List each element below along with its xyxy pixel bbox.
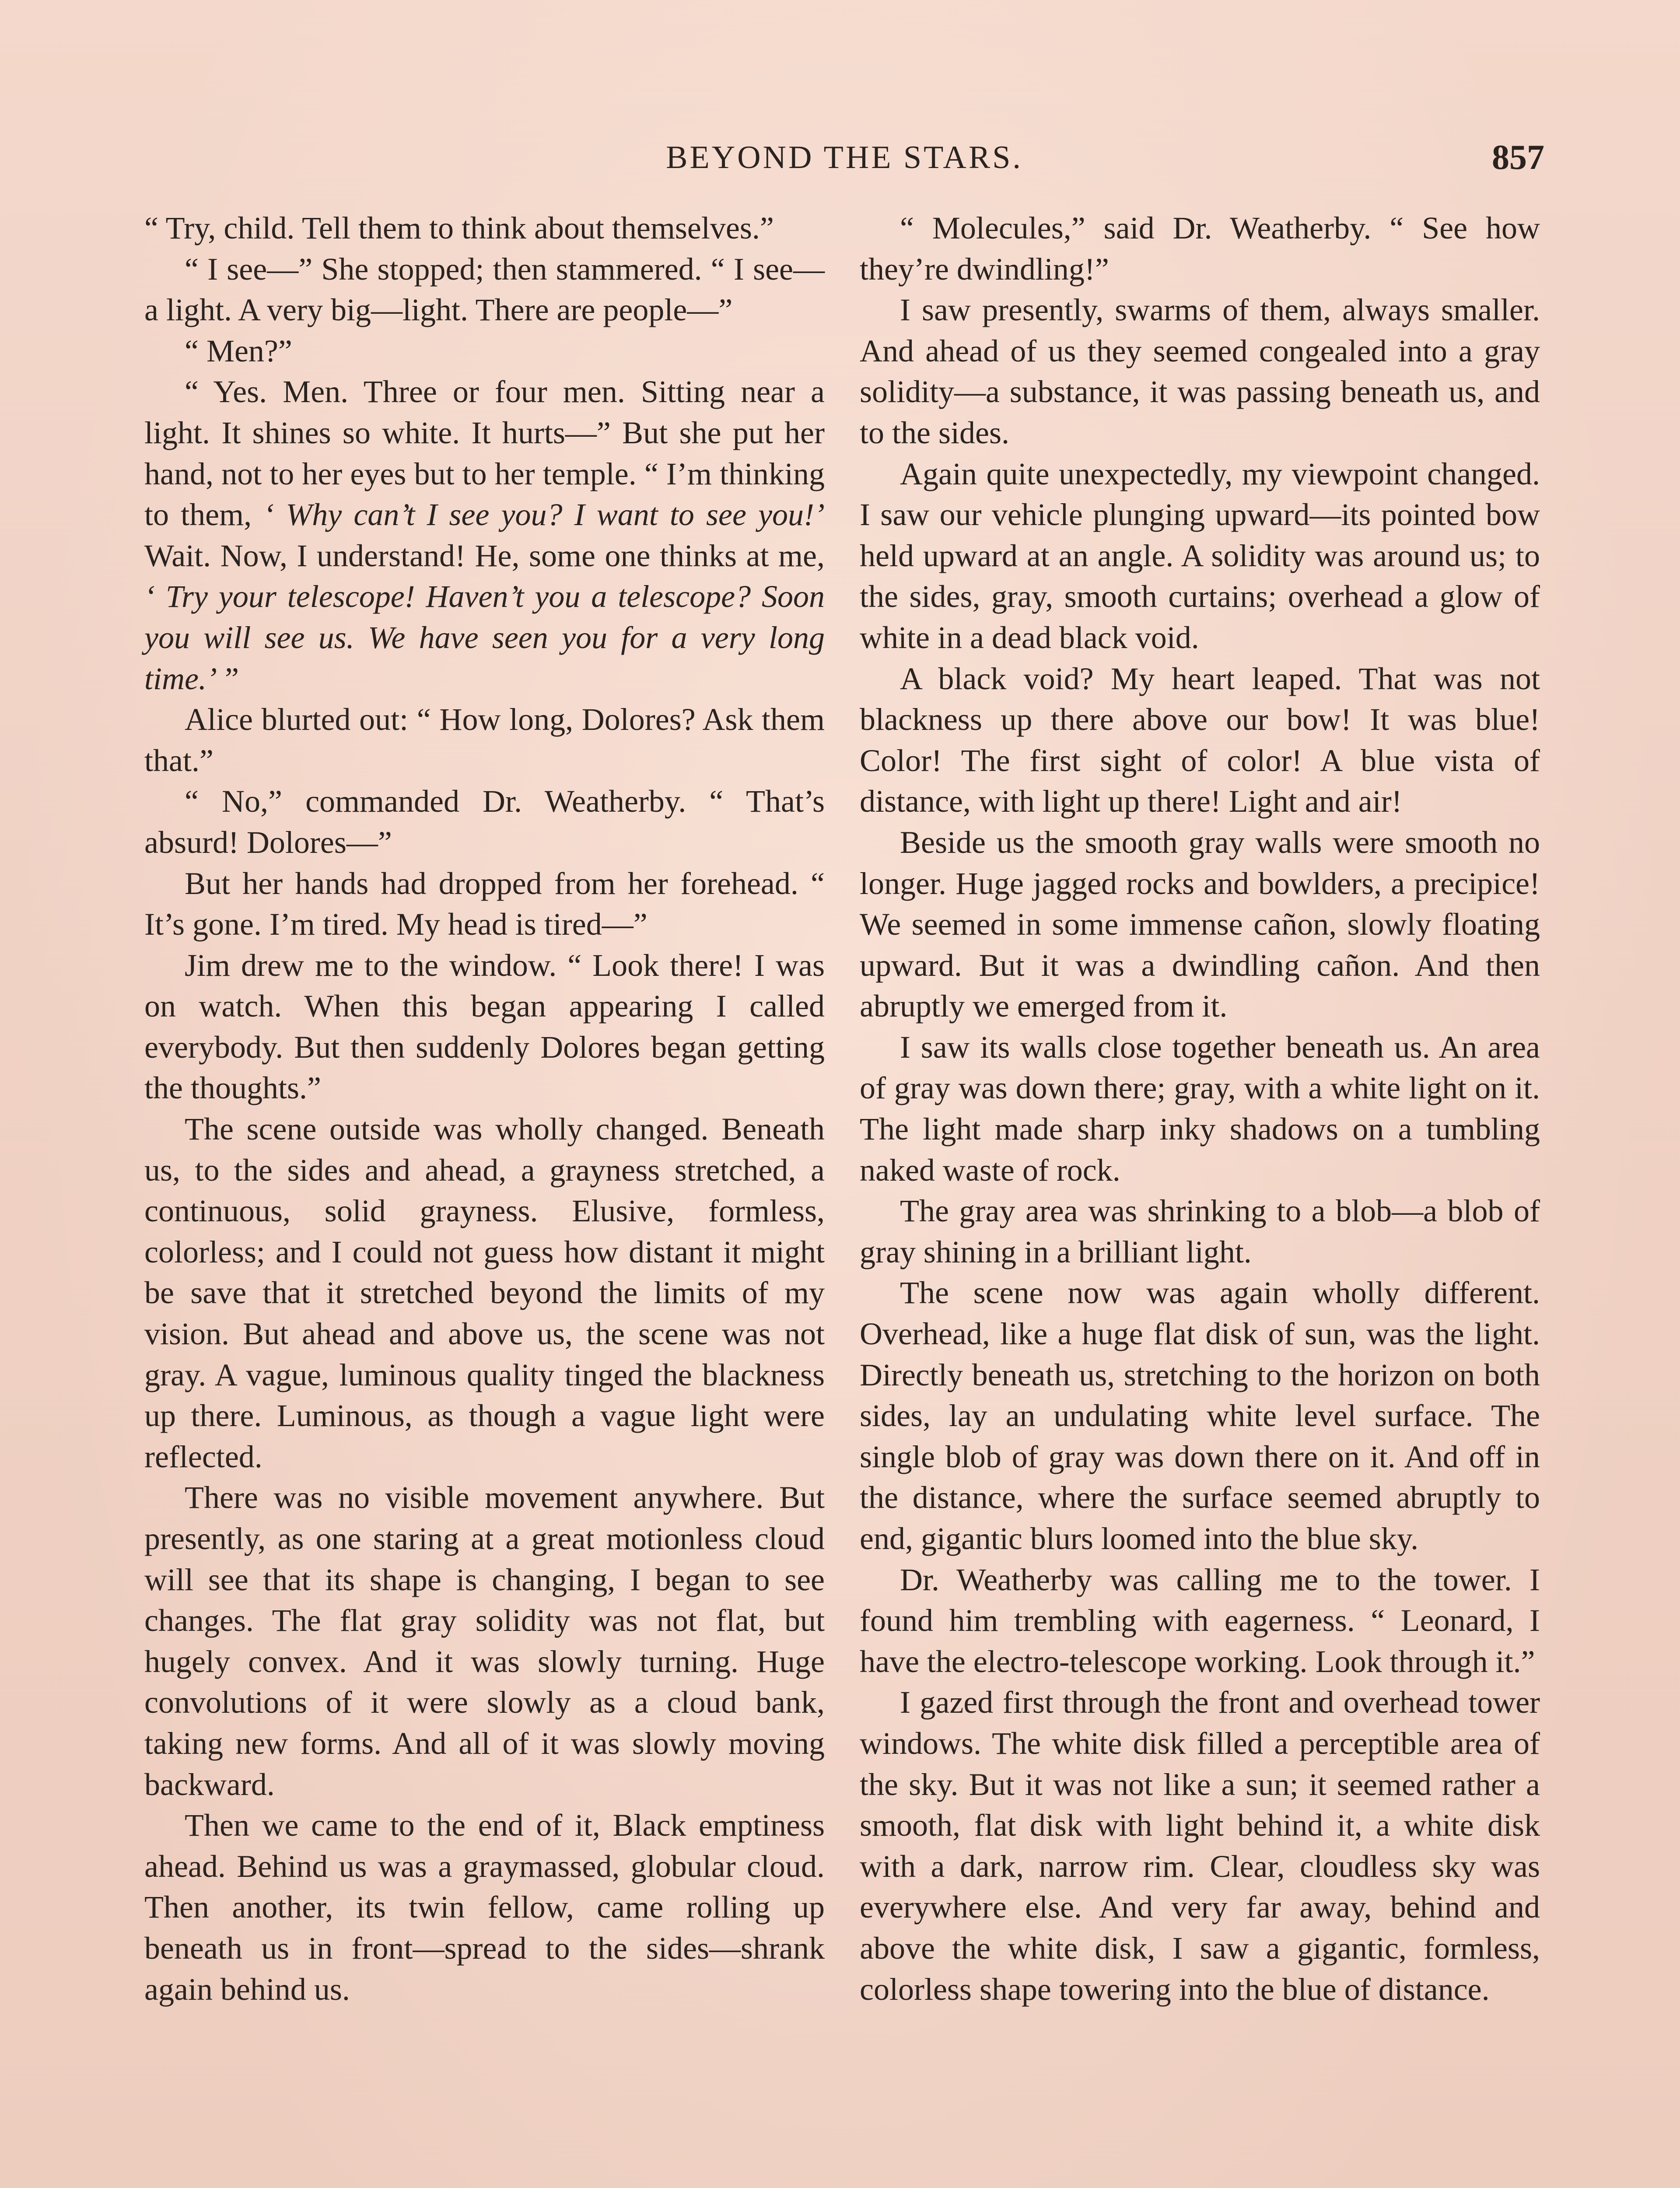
paragraph-text: ” [217, 661, 239, 696]
paragraph: “ Men?” [185, 333, 292, 368]
paragraph: Jim drew me to the window. “ Look there! I was on watch. When this began appearing I called everybody. But then suddenly Dolores began getting the thoughts.” [144, 947, 825, 1106]
paragraph: But her hands had dropped from her forehead. “ It’s gone. I’m tired. My head is tired—” [144, 866, 825, 942]
paragraph: The scene outside was wholly changed. Beneath us, to the sides and ahead, a grayness stretched, a continuous, solid grayness. Elusive, formless, colorless; and I could not guess how distant it might be save that it stretched beyond the limits of my vision. But ahead and above us, the scene was not gray. A vague, luminous quality tinged the blackness up there. Luminous, as though a vague light were reflected. [144, 1112, 825, 1474]
italic-thought: ‘ Try your telescope! Haven’t you a telescope? Soon you will see us. We have seen you for a very long time.’ [144, 579, 825, 696]
paragraph-text: Wait. Now, I understand! [144, 538, 466, 573]
paragraph-text: “ Yes. Men. Three or four men. Sitting near a light. It shines so white. It hurts—” But she put her hand, not to her eyes but to her temple. “ I’m thinking to them, [144, 374, 825, 533]
left-column [144, 208, 825, 2010]
paragraph: “ Try, child. Tell them to think about themselves.” [144, 210, 774, 245]
paragraph [144, 372, 825, 699]
running-title: BEYOND THE STARS. [666, 140, 1023, 175]
page-number: 857 [1492, 138, 1544, 177]
paragraph: Alice blurted out: “ How long, Dolores? Ask them that.” [144, 702, 825, 778]
paragraph: A black void? My heart leaped. That was not blackness up there above our bow! It was blue! Color! The first sight of color! A blue vista of distance, with light up there! Light and air! [860, 661, 1540, 819]
page-header [144, 131, 1544, 184]
paragraph: Dr. Weatherby was calling me to the tower. I found him trembling with eagerness. “ Leonard, I have the electro-telescope working. Look through it.” [860, 1562, 1540, 1679]
paragraph: The scene now was again wholly different. Overhead, like a huge flat disk of sun, was the light. Directly beneath us, stretching to the horizon on both sides, lay an undulating white level surface. The single blob of gray was down there on it. And off in the distance, where the surface seemed abruptly to end, gigantic blurs loomed into the blue sky. [860, 1275, 1540, 1556]
paragraph: Then we came to the end of it, Black emptiness ahead. Behind us was a graymassed, globular cloud. Then another, its twin fellow, came rolling up beneath us in front—spread to the sides—shrank again behind us. [144, 1808, 825, 2007]
paragraph: I gazed first through the front and overhead tower windows. The white disk filled a perceptible area of the sky. But it was not like a sun; it seemed rather a smooth, flat disk with light behind it, a white disk with a dark, narrow rim. Clear, cloudless sky was everywhere else. And very far away, behind and above the white disk, I saw a gigantic, formless, colorless shape towering into the blue of distance. [860, 1685, 1540, 2007]
paragraph: Again quite unexpectedly, my viewpoint changed. I saw our vehicle plunging upward—its pointed bow held upward at an angle. A solidity was around us; to the sides, gray, smooth curtains; overhead a glow of white in a dead black void. [860, 456, 1540, 655]
paragraph: I saw presently, swarms of them, always smaller. And ahead of us they seemed congealed into a gray solidity—a substance, it was passing beneath us, and to the sides. [860, 292, 1540, 450]
right-column [860, 208, 1540, 2010]
paragraph: “ No,” commanded Dr. Weatherby. “ That’s absurd! Dolores—” [144, 784, 825, 860]
paragraph: “ I see—” She stopped; then stammered. “ I see—a light. A very big—light. There are people—” [144, 251, 825, 328]
paragraph: Beside us the smooth gray walls were smooth no longer. Huge jagged rocks and bowlders, a precipice! We seemed in some immense cañon, slowly floating upward. But it was a dwindling cañon. And then abruptly we emerged from it. [860, 824, 1540, 1024]
paragraph-text: He, some one thinks at me, [475, 538, 825, 573]
paragraph: The gray area was shrinking to a blob—a blob of gray shining in a brilliant light. [860, 1193, 1540, 1269]
italic-thought: ‘ Why can’t I see you? I want to see you!’ [263, 497, 825, 533]
paragraph: “ Molecules,” said Dr. Weatherby. “ See how they’re dwindling!” [860, 210, 1540, 287]
paragraph: There was no visible movement anywhere. But presently, as one staring at a great motionless cloud will see that its shape is changing, I began to see changes. The flat gray solidity was not flat, but hugely convex. And it was slowly turning. Huge convolutions of it were slowly as a cloud bank, taking new forms. And all of it was slowly moving backward. [144, 1480, 825, 1802]
paragraph: I saw its walls close together beneath us. An area of gray was down there; gray, with a white light on it. The light made sharp inky shadows on a tumbling naked waste of rock. [860, 1029, 1540, 1188]
